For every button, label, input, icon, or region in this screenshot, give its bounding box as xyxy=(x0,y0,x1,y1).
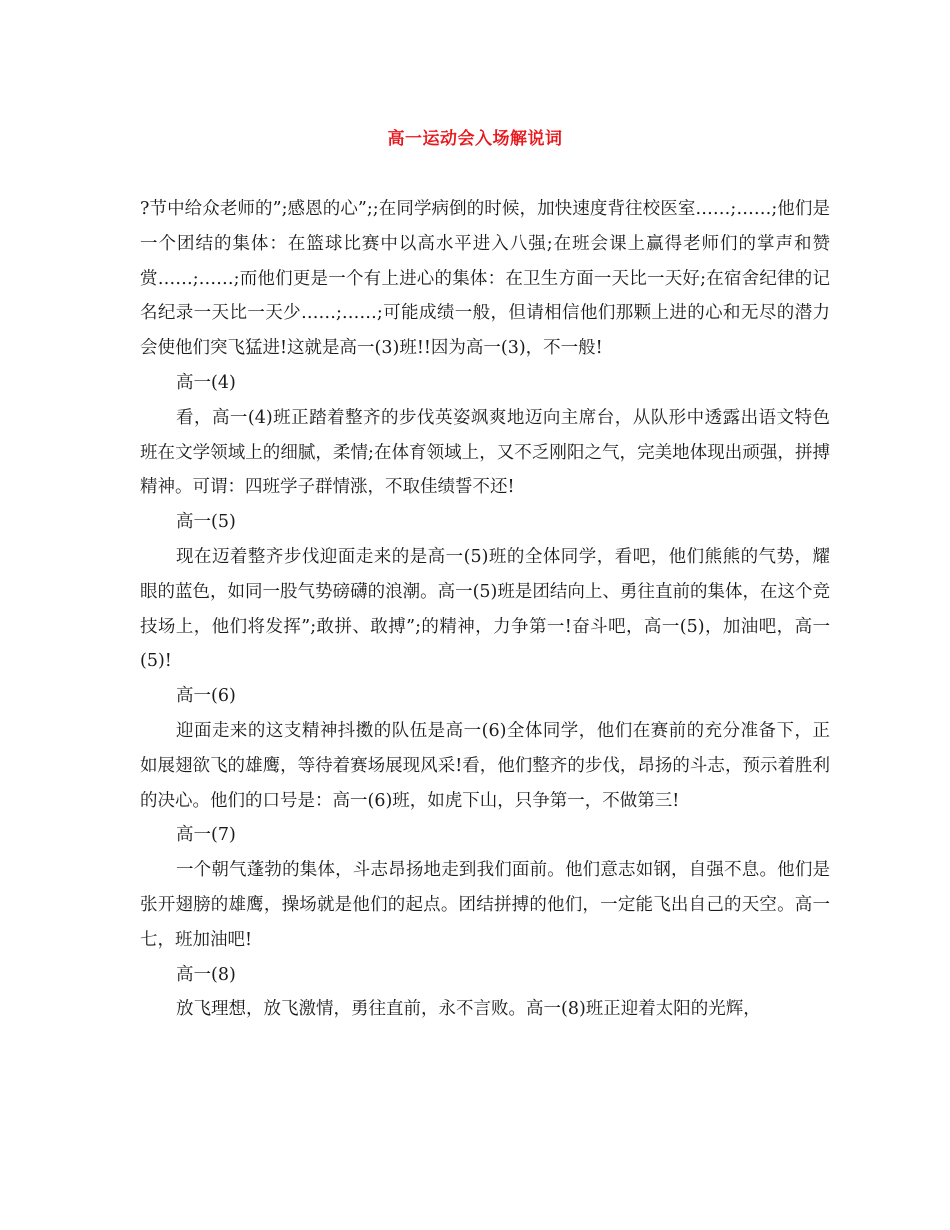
heading-class-4: 高一(4) xyxy=(176,372,236,393)
document-body xyxy=(140,192,830,1027)
paragraph-class-3-intro: ?节中给众老师的”;感恩的心”;;在同学病倒的时候，加快速度背往校医室……;……;他们是一个团结的集体：在篮球比赛中以高水平进入八强;在班会课上赢得老师们的掌声和赞赏……;……;而他们更是一个有上进心的集体：在卫生方面一天比一天好;在宿舍纪律的记名纪录一天比一天少……;……;可能成绩一般，但请相信他们那颗上进的心和无尽的潜力会使他们突飞猛进!这就是高一(3)班!!因为高一(3)，不一般! xyxy=(140,199,830,359)
paragraph-class-6: 迎面走来的这支精神抖擞的队伍是高一(6)全体同学，他们在赛前的充分准备下，正如展翅欲飞的雄鹰，等待着赛场展现风采!看，他们整齐的步伐，昂扬的斗志，预示着胜利的决心。他们的口号是：高一(6)班，如虎下山，只争第一，不做第三! xyxy=(140,720,830,811)
heading-class-6: 高一(6) xyxy=(176,686,236,707)
paragraph-class-7: 一个朝气蓬勃的集体，斗志昂扬地走到我们面前。他们意志如钢，自强不息。他们是张开翅膀的雄鹰，操场就是他们的起点。团结拼搏的他们，一定能飞出自己的天空。高一七，班加油吧! xyxy=(140,860,830,950)
heading-class-7: 高一(7) xyxy=(176,825,236,846)
paragraph-class-5: 现在迈着整齐步伐迎面走来的是高一(5)班的全体同学，看吧，他们熊熊的气势，耀眼的蓝色，如同一股气势磅礴的浪潮。高一(5)班是团结向上、勇往直前的集体，在这个竞技场上，他们将发挥”;敢拼、敢搏”;的精神，力争第一!奋斗吧，高一(5)，加油吧，高一(5)! xyxy=(140,546,830,672)
paragraph-class-4: 看，高一(4)班正踏着整齐的步伐英姿飒爽地迈向主席台，从队形中透露出语文特色班在文学领域上的细腻，柔情;在体育领域上，又不乏刚阳之气，完美地体现出顽强，拼搏精神。可谓：四班学子群情涨，不取佳绩誓不还! xyxy=(140,407,830,498)
document-title: 高一运动会入场解说词 xyxy=(387,129,563,149)
paragraph-class-8: 放飞理想，放飞激情，勇往直前，永不言败。高一(8)班正迎着太阳的光辉， xyxy=(176,999,761,1020)
heading-class-5: 高一(5) xyxy=(176,512,236,533)
heading-class-8: 高一(8) xyxy=(176,964,236,985)
